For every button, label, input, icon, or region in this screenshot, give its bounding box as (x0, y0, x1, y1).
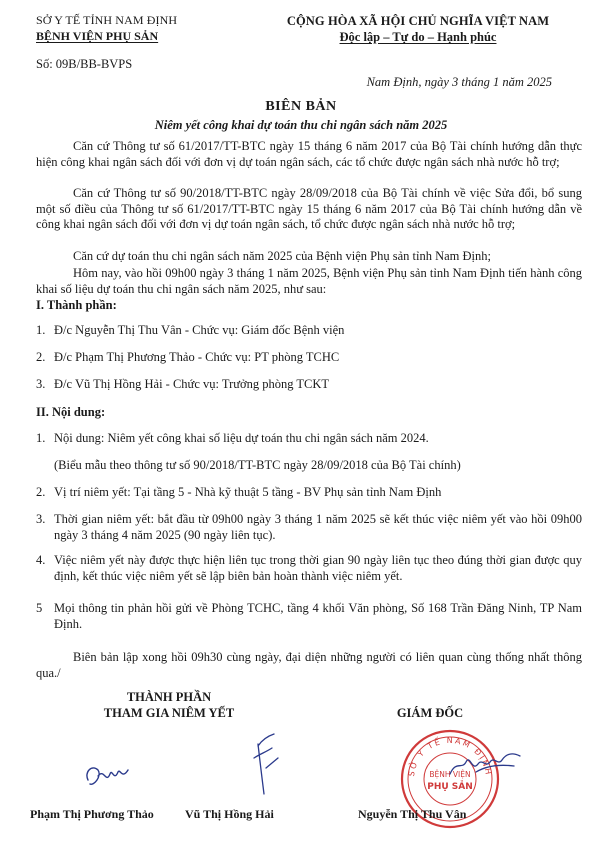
participants-title-line: THAM GIA NIÊM YẾT (103, 706, 235, 720)
handwritten-signature (446, 744, 526, 784)
list-number: 5 (36, 601, 43, 615)
director-signature-title: GIÁM ĐỐC (396, 706, 464, 720)
list-item (36, 323, 582, 339)
closing-paragraph: Biên bản lập xong hồi 09h30 cùng ngày, đại diện những người có liên quan cùng thống nhất thông qua./ (36, 650, 582, 680)
document-title: BIÊN BẢN (265, 99, 337, 114)
section-heading: I. Thành phần: (36, 298, 117, 312)
svg-text:SỞ Y TẾ NAM ĐỊNH: SỞ Y TẾ NAM ĐỊNH (406, 735, 494, 778)
list-text: Vị trí niêm yết: Tại tầng 5 - Nhà kỹ thuật 5 tầng - BV Phụ sản tỉnh Nam Định (54, 485, 442, 499)
preamble-paragraph: Hôm nay, vào hồi 09h00 ngày 3 tháng 1 năm 2025, Bệnh viện Phụ sản tỉnh Nam Định tiến hành công khai số liệu dự toán thu chi ngân sách năm 2025, như sau: (36, 266, 582, 296)
document-number: Số: 09B/BB-BVPS (36, 57, 133, 71)
participants-signature-title (84, 689, 254, 721)
list-item (36, 350, 582, 366)
hospital-name: BỆNH VIỆN PHỤ SẢN (36, 29, 159, 43)
list-item (36, 377, 582, 393)
list-text: (Biểu mẫu theo thông tư số 90/2018/TT-BTC ngày 28/09/2018 của Bộ Tài chính) (54, 458, 461, 472)
list-text: Đ/c Nguyễn Thị Thu Vân - Chức vụ: Giám đốc Bệnh viện (54, 323, 345, 337)
list-item (36, 601, 582, 632)
handwritten-signature (244, 728, 284, 798)
svg-text:PHỤ SẢN: PHỤ SẢN (427, 782, 473, 792)
list-number: 1. (36, 431, 46, 445)
list-number: 1. (36, 323, 46, 337)
list-number: 2. (36, 350, 46, 364)
list-number: 3. (36, 512, 46, 526)
list-item (36, 553, 582, 584)
list-item (36, 512, 582, 543)
list-text: Việc niêm yết này được thực hiện liên tục trong thời gian 90 ngày liên tục theo đúng thời gian được quy định, kết thúc việc niêm yết sẽ lập biên bản hoàn thành việc niêm yết. (54, 553, 582, 583)
svg-text:BỆNH VIỆN: BỆNH VIỆN (429, 770, 471, 779)
list-number: 3. (36, 377, 46, 391)
document-date: Nam Định, ngày 3 tháng 1 năm 2025 (366, 75, 552, 89)
list-item (36, 485, 582, 501)
preamble-paragraph: Căn cứ Thông tư số 90/2018/TT-BTC ngày 28/09/2018 của Bộ Tài chính về việc Sửa đổi, bổ sung một số điều của Thông tư số 61/2017/TT-BTC ngày 15 tháng 6 năm 2017 của Bộ Tài chính hướng dẫn về công khai ngân sách đối với đơn vị dự toán ngân sách, tổ chức được ngân sách nhà nước hỗ trợ; (36, 186, 582, 231)
list-number: 2. (36, 485, 46, 499)
issuer-block (36, 12, 226, 72)
section-heading: II. Nội dung: (36, 405, 106, 419)
list-text: Thời gian niêm yết: bắt đầu từ 09h00 ngày 3 tháng 1 năm 2025 sẽ kết thúc việc niêm yết vào hồi 09h00 ngày 3 tháng 4 năm 2025 (90 ngày liên tục). (54, 512, 582, 542)
preamble-paragraph: Căn cứ Thông tư số 61/2017/TT-BTC ngày 15 tháng 6 năm 2017 của Bộ Tài chính hướng dẫn thực hiện công khai ngân sách đối với đơn vị dự toán ngân sách, các tổ chức được ngân sách nhà nước hỗ trợ; (36, 139, 582, 169)
list-item (36, 458, 582, 474)
preamble-paragraph: Căn cứ dự toán thu chi ngân sách năm 2025 của Bệnh viện Phụ sản tỉnh Nam Định; (73, 249, 491, 263)
handwritten-signature (82, 758, 142, 792)
signer-name: Vũ Thị Hồng Hải (185, 807, 274, 821)
list-text: Đ/c Vũ Thị Hồng Hải - Chức vụ: Trưởng phòng TCKT (54, 377, 330, 391)
signer-name: Phạm Thị Phương Thảo (30, 807, 154, 821)
list-text: Đ/c Phạm Thị Phương Thảo - Chức vụ: PT phòng TCHC (54, 350, 340, 364)
list-number (36, 458, 54, 474)
list-text: Nội dung: Niêm yết công khai số liệu dự toán thu chi ngân sách năm 2024. (54, 431, 429, 445)
list-item (36, 431, 582, 447)
list-text: Mọi thông tin phản hồi gửi về Phòng TCHC, tầng 4 khối Văn phòng, Số 168 Trần Đăng Ninh, TP Nam Định. (54, 601, 582, 631)
signer-name: Nguyễn Thị Thu Vân (358, 807, 467, 821)
republic-name: CỘNG HÒA XÃ HỘI CHỦ NGHĨA VIỆT NAM (286, 14, 550, 28)
document-subtitle: Niêm yết công khai dự toán thu chi ngân sách năm 2025 (154, 118, 448, 132)
agency-name: SỞ Y TẾ TỈNH NAM ĐỊNH (36, 13, 178, 27)
national-header (260, 13, 576, 45)
national-motto: Độc lập – Tự do – Hạnh phúc (339, 30, 497, 44)
list-number: 4. (36, 553, 46, 567)
participants-title-line: THÀNH PHẦN (126, 690, 212, 704)
